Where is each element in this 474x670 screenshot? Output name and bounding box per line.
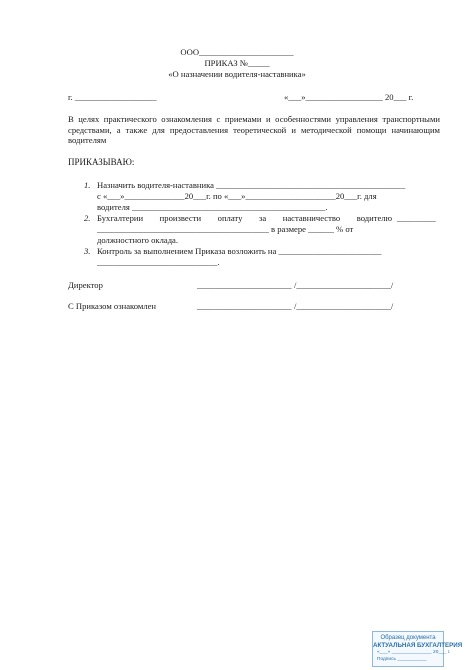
item-2-line-2: ________________________________________ в размере ______ % от (97, 224, 354, 234)
item-1-line-3: водителя _____________________________________________. (97, 202, 328, 212)
acknowledged-name-line: /______________________/ (294, 301, 394, 311)
item-2-line-3: должностного оклада. (97, 235, 179, 245)
stamp-date-line: «___» _______________ 20___ г. (377, 650, 451, 655)
org-name-line: ООО______________________ (180, 47, 294, 57)
item-1-number: 1. (84, 180, 91, 190)
order-word: ПРИКАЗЫВАЮ: (68, 157, 135, 167)
item-1-line-2: с «___»______________20___г. по «___»_____________________20___г. для (97, 191, 377, 201)
date-line: «___»__________________ 20___ г. (284, 92, 414, 102)
preamble-paragraph: В целях практического ознакомления с приемами и особенностями управления транспортными средствами, а также для предоставления теоретической и методической помощи начинающим водителям (68, 114, 440, 145)
item-2-line-1-blank: _________ (397, 213, 436, 223)
stamp-brand: АКТУАЛЬНАЯ БУХГАЛТЕРИЯ (373, 642, 463, 649)
director-name-line: /______________________/ (294, 280, 394, 290)
director-label: Директор (68, 280, 103, 290)
item-2-line-1: Бухгалтерии произвести оплату за наставничество водителю (97, 213, 392, 223)
stamp-line-1: Образец документа (380, 635, 436, 641)
item-1-line-1: Назначить водителя-наставника ____________________________________________ (97, 180, 406, 190)
item-3-number: 3. (84, 246, 91, 256)
acknowledged-sign-line: ______________________ (197, 301, 292, 311)
item-3-line-1: Контроль за выполнением Приказа возложить на ________________________ (97, 246, 382, 256)
item-3-line-2: ____________________________. (97, 257, 220, 267)
stamp-signature-line: Подпись ___________ (377, 657, 427, 662)
director-sign-line: ______________________ (197, 280, 292, 290)
order-subject: «О назначении водителя-наставника» (168, 69, 306, 79)
order-number-line: ПРИКАЗ №_____ (204, 58, 270, 68)
item-2-number: 2. (84, 213, 91, 223)
acknowledged-label: С Приказом ознакомлен (68, 301, 157, 311)
sample-document-stamp (372, 631, 463, 667)
city-line: г. ___________________ (68, 92, 157, 102)
